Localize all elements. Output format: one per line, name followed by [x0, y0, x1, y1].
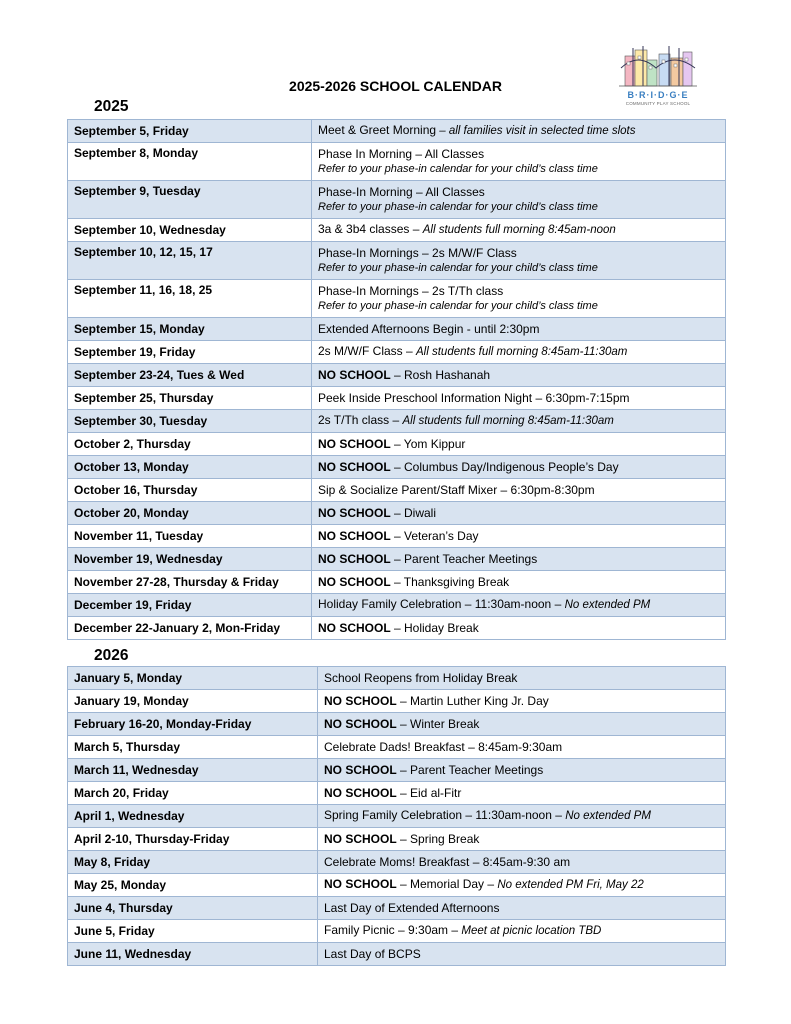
no-school-label: NO SCHOOL: [324, 716, 397, 731]
event-title: Meet & Greet Morning: [318, 123, 437, 137]
event-title: – Columbus Day/Indigenous People’s Day: [390, 459, 619, 474]
page-title: 2025-2026 SCHOOL CALENDAR: [289, 78, 502, 94]
event-subnote: Refer to your phase-in calendar for your child’s class time: [318, 261, 598, 274]
calendar-row: [68, 242, 726, 280]
event-date: September 11, 16, 18, 25: [68, 280, 312, 318]
calendar-row: [68, 143, 726, 181]
event-date: October 2, Thursday: [68, 433, 312, 456]
event-description: [318, 805, 726, 828]
event-description: [312, 479, 726, 502]
event-date: September 9, Tuesday: [68, 181, 312, 219]
event-title: – Veteran’s Day: [390, 528, 479, 543]
calendar-row: [68, 181, 726, 219]
event-date: February 16-20, Monday-Friday: [68, 713, 318, 736]
event-description: [318, 943, 726, 966]
event-date: September 30, Tuesday: [68, 410, 312, 433]
event-description: [318, 690, 726, 713]
event-title: Phase-In Mornings – 2s M/W/F Class: [318, 245, 517, 260]
calendar-row: [68, 456, 726, 479]
calendar-row: [68, 920, 726, 943]
event-description: [318, 759, 726, 782]
event-title: Last Day of BCPS: [324, 946, 421, 961]
event-title: – Parent Teacher Meetings: [396, 762, 544, 777]
calendar-row: [68, 120, 726, 143]
event-date: October 16, Thursday: [68, 479, 312, 502]
calendar-row: [68, 897, 726, 920]
event-title: Phase In Morning – All Classes: [318, 146, 485, 161]
event-title: 2s T/Th class –: [318, 413, 403, 427]
event-date: September 19, Friday: [68, 341, 312, 364]
calendar-row: [68, 410, 726, 433]
logo-text: B·R·I·D·G·E: [627, 90, 689, 100]
calendar-row: [68, 318, 726, 341]
event-description: [312, 219, 726, 242]
calendar-row: [68, 341, 726, 364]
event-title: Celebrate Moms! Breakfast – 8:45am-9:30 am: [324, 854, 571, 869]
event-description: [318, 713, 726, 736]
calendar-table-2026: [67, 666, 726, 966]
calendar-row: [68, 548, 726, 571]
event-date: June 11, Wednesday: [68, 943, 318, 966]
event-description: [318, 874, 726, 897]
event-date: April 1, Wednesday: [68, 805, 318, 828]
calendar-row: [68, 805, 726, 828]
event-title: Holiday Family Celebration – 11:30am-noon –: [318, 597, 565, 611]
event-date: March 11, Wednesday: [68, 759, 318, 782]
event-date: January 19, Monday: [68, 690, 318, 713]
event-note: All students full morning 8:45am-11:30am: [402, 415, 614, 427]
no-school-label: NO SCHOOL: [318, 551, 391, 566]
event-description: [312, 410, 726, 433]
event-date: May 25, Monday: [68, 874, 318, 897]
event-date: September 8, Monday: [68, 143, 312, 181]
no-school-label: NO SCHOOL: [324, 693, 397, 708]
bridge-buildings-icon: [619, 42, 697, 90]
no-school-label: NO SCHOOL: [318, 505, 391, 520]
event-description: [312, 242, 726, 280]
event-date: September 15, Monday: [68, 318, 312, 341]
event-note: All students full morning 8:45am-11:30am: [416, 346, 628, 358]
event-title: – Diwali: [390, 505, 437, 520]
event-description: [312, 341, 726, 364]
calendar-row: [68, 364, 726, 387]
calendar-row: [68, 617, 726, 640]
event-title: Sip & Socialize Parent/Staff Mixer – 6:30pm-8:30pm: [318, 482, 595, 497]
event-title: – Martin Luther King Jr. Day: [396, 693, 549, 708]
event-title: 2s M/W/F Class –: [318, 344, 417, 358]
calendar-row: [68, 502, 726, 525]
event-description: [312, 143, 726, 181]
event-description: [312, 364, 726, 387]
calendar-row: [68, 759, 726, 782]
event-description: [312, 525, 726, 548]
event-description: [312, 502, 726, 525]
event-date: March 5, Thursday: [68, 736, 318, 759]
event-title: – Yom Kippur: [390, 436, 466, 451]
event-title: Family Picnic – 9:30am –: [324, 923, 462, 937]
no-school-label: NO SCHOOL: [324, 785, 397, 800]
event-title: Celebrate Dads! Breakfast – 8:45am-9:30am: [324, 739, 563, 754]
calendar-row: [68, 874, 726, 897]
event-date: November 27-28, Thursday & Friday: [68, 571, 312, 594]
event-description: [312, 120, 726, 143]
event-description: [312, 548, 726, 571]
event-description: [312, 433, 726, 456]
event-date: October 13, Monday: [68, 456, 312, 479]
calendar-row: [68, 736, 726, 759]
calendar-row: [68, 479, 726, 502]
event-note: All students full morning 8:45am-noon: [422, 224, 616, 236]
calendar-row: [68, 433, 726, 456]
event-note: No extended PM: [565, 810, 651, 822]
event-description: [318, 897, 726, 920]
year-heading-2025: 2025: [94, 98, 129, 115]
calendar-row: [68, 851, 726, 874]
no-school-label: NO SCHOOL: [324, 831, 397, 846]
calendar-row: [68, 280, 726, 318]
event-description: [312, 387, 726, 410]
calendar-row: [68, 828, 726, 851]
no-school-label: NO SCHOOL: [318, 436, 391, 451]
no-school-label: NO SCHOOL: [318, 367, 391, 382]
calendar-row: [68, 387, 726, 410]
event-description: [318, 851, 726, 874]
event-title: Phase-In Morning – All Classes: [318, 184, 485, 199]
year-heading-2026: 2026: [94, 647, 129, 664]
event-description: [312, 594, 726, 617]
event-note: No extended PM Fri, May 22: [497, 879, 644, 891]
logo-subtext: COMMUNITY PLAY SCHOOL: [625, 101, 691, 106]
calendar-table-2025: [67, 119, 726, 640]
event-date: December 19, Friday: [68, 594, 312, 617]
no-school-label: NO SCHOOL: [318, 528, 391, 543]
event-date: November 11, Tuesday: [68, 525, 312, 548]
event-subnote: Refer to your phase-in calendar for your child’s class time: [318, 200, 598, 213]
no-school-label: NO SCHOOL: [318, 574, 391, 589]
no-school-label: NO SCHOOL: [324, 877, 397, 891]
event-date: November 19, Wednesday: [68, 548, 312, 571]
event-description: [312, 456, 726, 479]
calendar-row: [68, 667, 726, 690]
event-subnote: Refer to your phase-in calendar for your child’s class time: [318, 299, 598, 312]
event-title: – Winter Break: [396, 716, 480, 731]
event-description: [318, 736, 726, 759]
event-note: Meet at picnic location TBD: [461, 925, 602, 937]
event-description: [312, 280, 726, 318]
event-subnote: Refer to your phase-in calendar for your child’s class time: [318, 162, 598, 175]
event-date: December 22-January 2, Mon-Friday: [68, 617, 312, 640]
event-date: June 4, Thursday: [68, 897, 318, 920]
event-title: – Memorial Day –: [396, 877, 498, 891]
event-title: Phase-In Mornings – 2s T/Th class: [318, 283, 504, 298]
school-logo: [619, 42, 697, 108]
event-title: School Reopens from Holiday Break: [324, 670, 518, 685]
event-date: September 23-24, Tues & Wed: [68, 364, 312, 387]
calendar-row: [68, 571, 726, 594]
event-date: September 10, Wednesday: [68, 219, 312, 242]
event-description: [312, 571, 726, 594]
calendar-row: [68, 690, 726, 713]
event-title: Extended Afternoons Begin - until 2:30pm: [318, 321, 540, 336]
event-date: September 25, Thursday: [68, 387, 312, 410]
event-description: [318, 920, 726, 943]
event-description: [318, 667, 726, 690]
event-date: January 5, Monday: [68, 667, 318, 690]
event-title: Spring Family Celebration – 11:30am-noon –: [324, 808, 566, 822]
event-title: 3a & 3b4 classes –: [318, 222, 423, 236]
no-school-label: NO SCHOOL: [318, 620, 391, 635]
calendar-row: [68, 525, 726, 548]
event-title: – Holiday Break: [390, 620, 479, 635]
event-date: October 20, Monday: [68, 502, 312, 525]
event-note: – all families visit in selected time slots: [436, 125, 636, 137]
event-title: Last Day of Extended Afternoons: [324, 900, 500, 915]
calendar-row: [68, 713, 726, 736]
calendar-row: [68, 594, 726, 617]
event-date: May 8, Friday: [68, 851, 318, 874]
event-description: [318, 828, 726, 851]
calendar-row: [68, 782, 726, 805]
event-date: June 5, Friday: [68, 920, 318, 943]
event-title: – Thanksgiving Break: [390, 574, 510, 589]
event-date: April 2-10, Thursday-Friday: [68, 828, 318, 851]
event-title: – Rosh Hashanah: [390, 367, 491, 382]
event-title: – Parent Teacher Meetings: [390, 551, 538, 566]
no-school-label: NO SCHOOL: [318, 459, 391, 474]
event-date: September 10, 12, 15, 17: [68, 242, 312, 280]
calendar-row: [68, 943, 726, 966]
event-note: No extended PM: [564, 599, 651, 611]
event-title: – Eid al-Fitr: [396, 785, 462, 800]
no-school-label: NO SCHOOL: [324, 762, 397, 777]
event-date: September 5, Friday: [68, 120, 312, 143]
event-title: – Spring Break: [396, 831, 480, 846]
event-title: Peek Inside Preschool Information Night – 6:30pm-7:15pm: [318, 390, 630, 405]
event-date: March 20, Friday: [68, 782, 318, 805]
event-description: [312, 318, 726, 341]
calendar-row: [68, 219, 726, 242]
event-description: [312, 181, 726, 219]
event-description: [312, 617, 726, 640]
event-description: [318, 782, 726, 805]
